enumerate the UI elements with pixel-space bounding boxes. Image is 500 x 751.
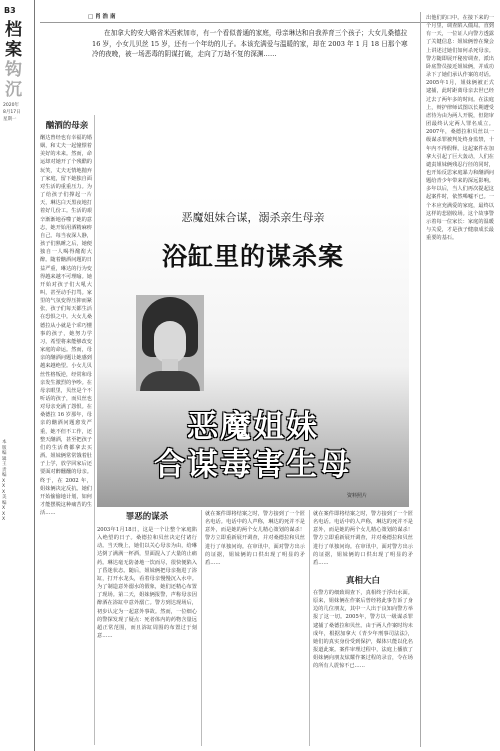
author-byline: □ 肖 浩 南 (88, 14, 116, 20)
banner-title: 浴缸里的谋杀案 (161, 242, 344, 271)
feature-banner-image (97, 195, 409, 507)
section-char-1: 档 (5, 20, 22, 40)
section-heading-3: 真相大白 (345, 576, 380, 586)
column-4-text: 在警方的细致调查下，真相终于浮出水面。原来，姐妹俩在作案后曾经将此事告诉了身边的几位朋友，其中一人出于良知向警方举报了这一切。2005年，警方以一级谋杀罪逮捕了桑德拉和贝丝。由于两人作案时均未成年，根据加拿大《青少年刑事司法法》，她们的真实身份受到保护，媒体只能以化名报道此案。案件审理过程中，法庭上播放了姐妹俩向朋友炫耀作案过程的录音，令在场的所有人震惊不已…… (313, 590, 413, 670)
column-2-text: 2003年1月18日，这是一个让整个家庭陷入绝望的日子。桑德拉和贝丝决定付诸行动。当天晚上，她们以关心母亲为由，给琳达倒了满满一杯酒，里面混入了大量的止痛药。琳达毫无防备地一饮而尽，很快便陷入了昏迷状态。随后，姐妹俩把母亲拖进了浴缸，打开水龙头，看着母亲慢慢沉入水中。为了制造意外溺水的假象，她们还精心布置了现场。第二天，姐妹俩报警，声称母亲因醉酒在浴缸中意外溺亡。警方到达现场后，初步认定为一起意外事故。然而，一位细心的警探发现了疑点：死者体内的药物含量远超正常范围，而且浴缸周围的布置过于刻意…… (97, 527, 197, 640)
banner-overlay-line-2: 合谋毒害生母 (154, 447, 352, 483)
section-heading-2: 罪恶的谋杀 (125, 512, 169, 522)
section-char-4: 沉 (5, 80, 22, 100)
page-sidebar (0, 0, 34, 751)
sidebar-divider (34, 0, 35, 751)
section-char-3: 钩 (5, 60, 22, 80)
issue-year: 2020年 (3, 103, 19, 108)
intro-paragraph: 在加拿大的安大略省米西索加市，有一个看似普通的家庭，母亲琳达和自我养育三个孩子；大女儿桑德拉 16 岁，小女儿贝丝 15 岁，还有一个年幼的儿子。本该充满爱与温暖的家，却在 2003 年 1 月 18 日那个寒冷的夜晚，被一场恶毒的阴谋打破，走向了万劫不复的深渊…… (92, 29, 408, 59)
section-title-top (5, 20, 22, 60)
column-divider-3 (309, 510, 310, 746)
column-divider-2 (201, 510, 202, 746)
column-4-text-top: 就在案件即将结案之时，警方接到了一个匿名电话。电话中的人声称，琳达的死并不是意外，而是她的两个女儿精心策划的谋杀！警方立即重新展开调查，并对桑德拉和贝丝进行了单独问询。在审讯中，面对警方出示的证据，姐妹俩的口供出现了明显的矛盾…… (313, 511, 413, 566)
column-divider-1 (94, 115, 95, 745)
banner-overlay-line-1: 恶魔姐妹 (187, 409, 319, 445)
banner-subtitle: 恶魔姐妹合谋，溺杀亲生母亲 (181, 211, 325, 224)
portrait-face (154, 321, 186, 363)
issue-weekday: 星期一 (3, 117, 17, 122)
column-3-text: 就在案件即将结案之时，警方接到了一个匿名电话。电话中的人声称，琳达的死并不是意外，而是她的两个女儿精心策划的谋杀！警方立即重新展开调查，并对桑德拉和贝丝进行了单独问询。在审讯中，面对警方出示的证据，姐妹俩的口供出现了明显的矛盾…… (205, 511, 305, 566)
section-heading-1: 酗酒的母亲 (45, 121, 89, 131)
section-char-2: 案 (5, 40, 22, 60)
portrait-body (140, 371, 200, 391)
photo-credit: 资料照片 (346, 493, 367, 499)
right-column-divider (420, 12, 421, 747)
column-5-text: 出他们的口中。在接下来的一个月里，调查陷入僵局。直到有一天，一位证人向警方透露了关键信息：姐妹俩曾在聚会上讲述过她们如何杀死母亲。警方随即展开秘密调查，派出卧底警员接近姐妹俩，并成功录下了她们承认作案的对话。2005年1月，姐妹俩被正式逮捕，此时距离母亲去世已经过去了两年多的时间。在法庭上，辩护律师试图以长期遭受虐待为由为两人开脱，但陪审团最终认定两人罪名成立。2007年，桑德拉和贝丝以一级谋杀罪被判处终身监禁，十年内不得假释。这起案件在加拿大引起了巨大轰动，人们在谴责姐妹俩残忍行径的同时，也开始反思家庭暴力和酗酒问题给青少年带来的深远影响。多年以后，当人们再次提起这起案件时，依然唏嘘不已。一个本应充满爱的家庭，最终以这样的悲剧收场。这个故事警示着每一位家长：家庭的温暖与关爱，才是孩子健康成长最重要的基石。 (426, 15, 494, 242)
column-1-text: 酗达曾经也有幸福的婚姻，和丈夫一起憧憬着美好的未来。然而，命运却对她开了个残酷的玩笑，丈夫无情地抛弃了家庭，留下她独自面对生活的重重压力。为了给孩子们撑起一片天，琳达白天黑夜地打着好几份工。生活的艰辛渐渐地吞噬了她的意志，她开始用酒精麻痹自己。每当夜深人静，孩子们熟睡之后，她便独自一人喝得酩酊大醉。随着酗酒问题的日益严重，琳达的行为变得越来越不可理喻。她开始对孩子们大吼大叫，甚至动手打骂。家里的气氛变得压抑而紧张，孩子们每天都生活在恐惧之中。大女儿桑德拉从小就是个乖巧懂事的孩子，她努力学习，希望将来能够改变家庭的命运。然而，母亲的酗酒问题让她感到越来越绝望。小女儿贝丝性格叛逆，经常和母亲发生激烈的争吵。在母亲眼里，贝丝是个不听话的孩子，而贝丝也对母亲充满了怨恨。在桑德拉 16 岁那年，母亲的酗酒问题愈发严重，她不但不工作，还整天酗酒，甚至把孩子们的生活费都拿去买酒。姐妹俩常常饿着肚子上学，放学回家后还要面对醉醺醺的母亲。终于，在 2002 年，姐妹俩决定反抗。她们开始偷偷地计划，如何才能摆脱这种痛苦的生活…… (40, 135, 92, 517)
section-title-bottom (5, 60, 22, 100)
portrait-photo (136, 295, 204, 391)
vertical-credits: 本版编辑 王 责编 XXX 美编 XXX (2, 440, 7, 522)
page-number: B3 (4, 6, 16, 15)
issue-date: 8月17日 (3, 110, 21, 115)
